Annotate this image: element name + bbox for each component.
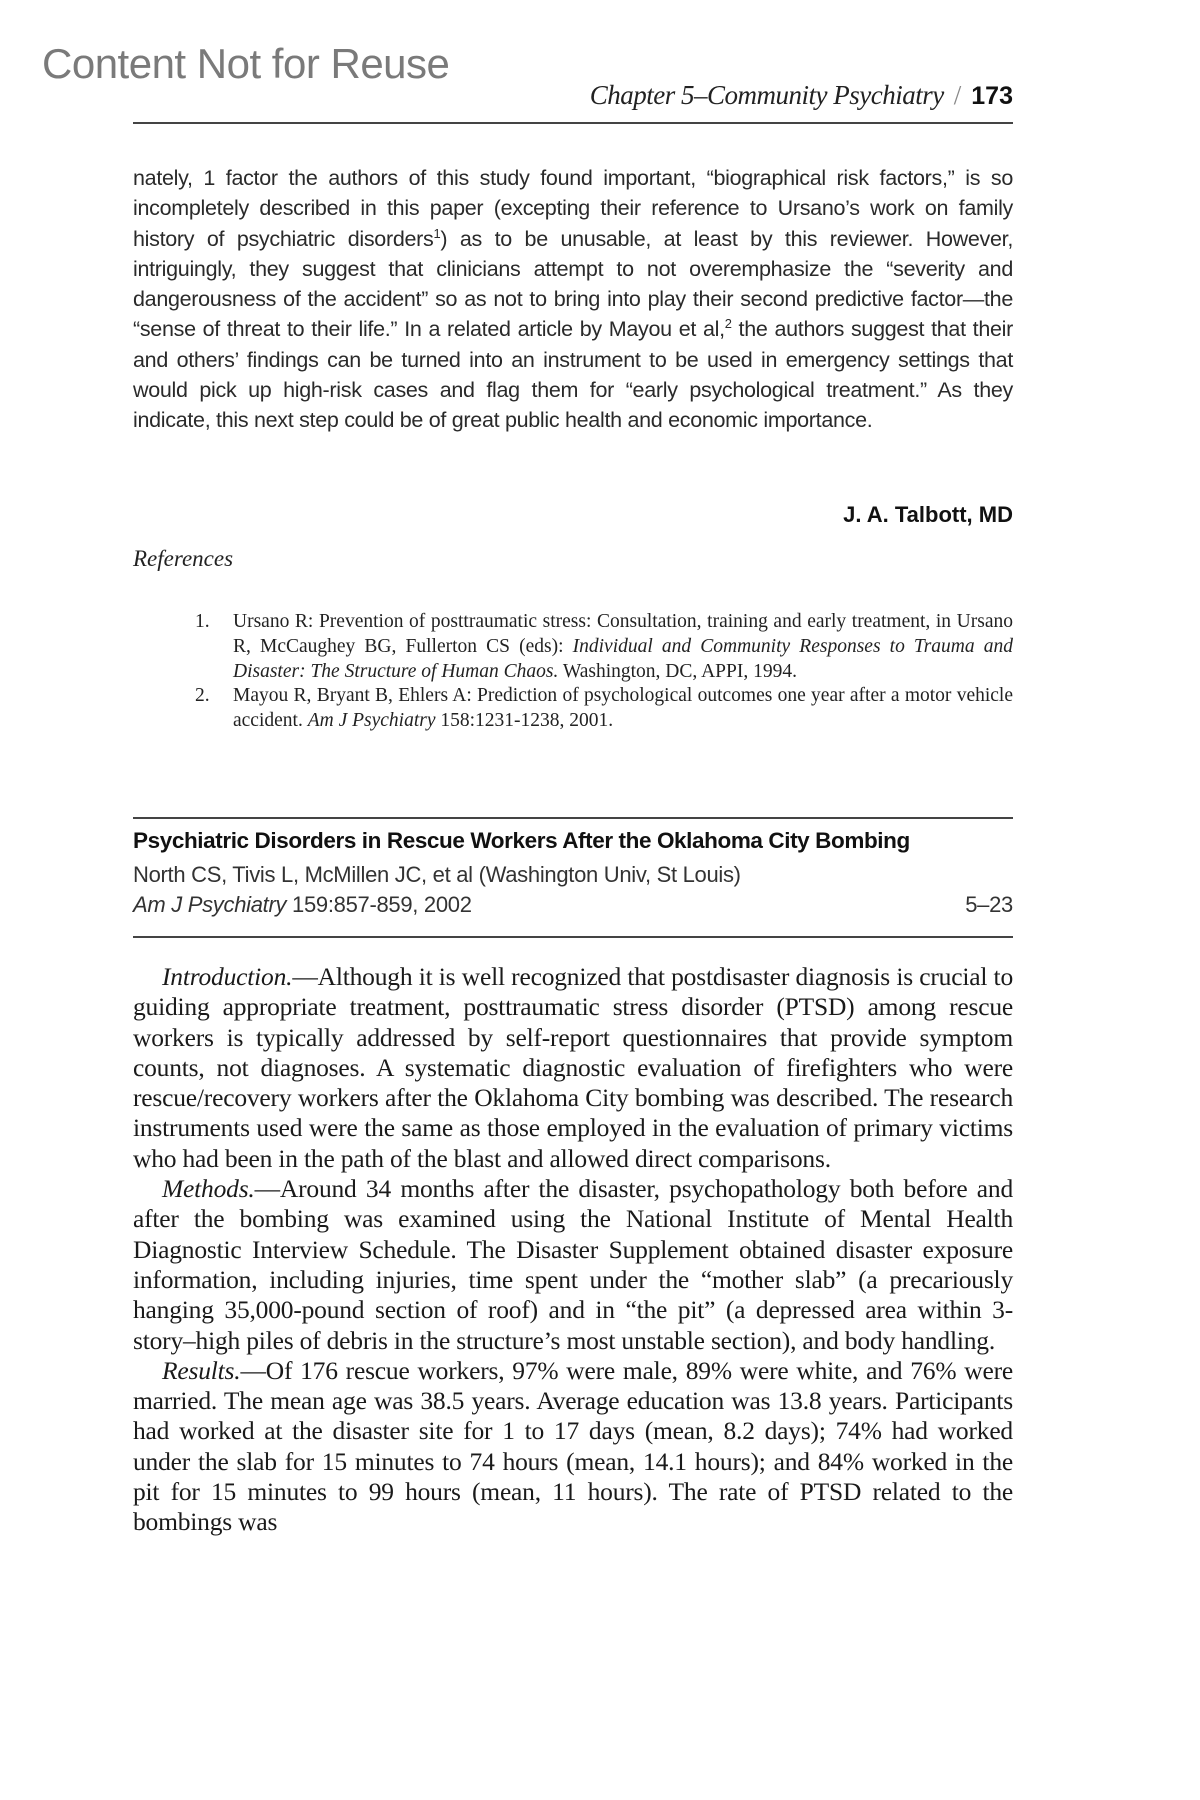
reference-item [195, 684, 1013, 734]
article-code: 5–23 [965, 892, 1013, 917]
commentary-text: the authors suggest that their and others’ findings can be turned into an instrument to be used in emergency settings that would pick up high-risk cases and flag them for “early psychological treatment.” As they indicate, this next step could be of great public health and economic importance. [133, 317, 1014, 433]
section-text: —Although it is well recognized that postdisaster diagnosis is crucial to guiding appropriate treatment, posttraumatic stress disorder (PTSD) among rescue workers is typically addressed by self-report questionnaires that provide symptom counts, not diagnoses. A systematic diagnostic evaluation of firefighters who were rescue/recovery workers after the Oklahoma City bombing was described. The research instruments used were the same as those employed in the evaluation of primary victims who had been in the path of the blast and allowed direct comparisons. [133, 962, 1013, 1173]
commentary-text: nately, 1 factor the authors of this study found important, “biographical risk factors,” is so incompletely described in this paper (excepting their reference to Ursano’s work on family history of psychiatric disorders [133, 166, 1013, 251]
article-authors: North CS, Tivis L, McMillen JC, et al (Washington Univ, St Louis) [133, 862, 741, 887]
article-abstract [133, 962, 1013, 1538]
references-heading: References [133, 546, 234, 571]
section-lead: Results. [162, 1355, 241, 1385]
article-title: Psychiatric Disorders in Rescue Workers After the Oklahoma City Bombing [133, 828, 910, 853]
reference-number: 1. [195, 611, 210, 632]
references-list [195, 610, 1013, 734]
reviewer-signature: J. A. Talbott, MD [843, 502, 1013, 527]
page-number: 173 [971, 82, 1013, 110]
reference-text: Mayou R, Bryant B, Ehlers A: Prediction of psychological outcomes one year after a motor vehicle accident. [233, 685, 1013, 732]
section-lead: Introduction. [162, 962, 293, 991]
reference-journal: Am J Psychiatry [307, 710, 436, 732]
journal-name: Am J Psychiatry [133, 892, 287, 917]
article-citation [133, 892, 1013, 918]
section-methods [133, 1174, 1013, 1356]
header-separator: / [953, 80, 962, 110]
journal-citation: 159:857-859, 2002 [286, 892, 472, 917]
reference-title: Individual and Community Responses to Trauma and Disaster: The Structure of Human Chaos. [233, 635, 1013, 682]
citation-superscript: 1 [433, 225, 441, 241]
article-top-rule [133, 817, 1013, 819]
reference-text: 158:1231-1238, 2001. [435, 710, 614, 732]
reference-number: 2. [195, 685, 210, 707]
commentary-text: ) as to be unusable, at least by this reviewer. However, intriguingly, they suggest that clinicians attempt to not overemphasize the “severity and dangerousness of the accident” so as not to bring into play their second predictive factor—the “sense of threat to their life.” In a related article by Mayou et al, [133, 226, 1013, 342]
watermark: Content Not for Reuse [42, 40, 450, 87]
reference-text: Washington, DC, APPI, 1994. [558, 660, 797, 682]
section-results [133, 1356, 1013, 1538]
article-bottom-rule [133, 936, 1013, 938]
running-head [590, 80, 1013, 111]
section-text: —Around 34 months after the disaster, psychopathology both before and after the bombing was examined using the National Institute of Mental Health Diagnostic Interview Schedule. The Disaster Supplement obtained disaster exposure information, including injuries, time spent under the “mother slab” (a precariously hanging 35,000-pound section of roof) and in “the pit” (a depressed area within 3-story–high piles of debris in the structure’s most unstable section), and body handling. [133, 1174, 1013, 1355]
reference-item [195, 610, 1013, 684]
section-introduction [133, 962, 1013, 1174]
commentary-paragraph [133, 163, 1013, 436]
section-lead: Methods. [162, 1174, 255, 1204]
section-text: —Of 176 rescue workers, 97% were male, 89% were white, and 76% were married. The mean age was 38.5 years. Average education was 13.8 years. Participants had worked at the disaster site for 1 to 17 days (mean, 8.2 days); 74% had worked under the slab for 15 minutes to 74 hours (mean, 14.1 hours); and 84% worked in the pit for 15 minutes to 99 hours (mean, 11 hours). The rate of PTSD related to the bombings was [133, 1355, 1013, 1537]
chapter-title: Chapter 5–Community Psychiatry [589, 80, 944, 110]
citation-superscript: 2 [724, 316, 732, 332]
reference-text: Ursano R: Prevention of posttraumatic stress: Consultation, training and early treatment, in Ursano R, McCaughey BG, Fullerton CS (eds): [233, 611, 1013, 657]
header-rule [133, 122, 1013, 124]
